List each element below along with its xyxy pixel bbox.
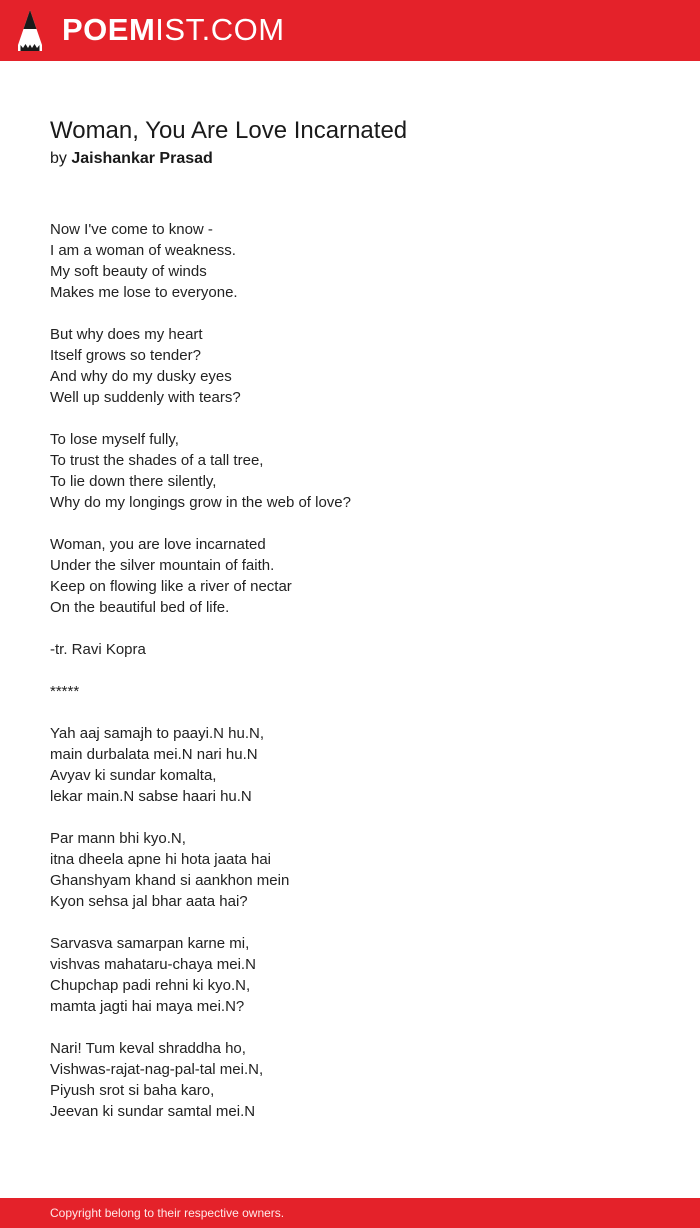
poem-stanza bbox=[50, 534, 650, 618]
poem-stanza bbox=[50, 639, 650, 660]
logo-light-text: IST.COM bbox=[155, 12, 285, 47]
poem-line: main durbalata mei.N nari hu.N bbox=[50, 746, 258, 763]
poem-line: -tr. Ravi Kopra bbox=[50, 641, 146, 658]
poem-line: I am a woman of weakness. bbox=[50, 242, 236, 259]
poem-line: Under the silver mountain of faith. bbox=[50, 557, 275, 574]
poem-line: Piyush srot si baha karo, bbox=[50, 1082, 215, 1099]
poem-line: Well up suddenly with tears? bbox=[50, 389, 241, 406]
poem-line: My soft beauty of winds bbox=[50, 263, 207, 280]
logo-bold-text: POEM bbox=[62, 12, 156, 47]
site-footer bbox=[0, 1198, 700, 1228]
site-logo[interactable] bbox=[62, 11, 285, 49]
copyright-text: Copyright belong to their respective owners. bbox=[50, 1206, 285, 1220]
poem-line: Yah aaj samajh to paayi.N hu.N, bbox=[50, 725, 265, 742]
poem-line: Ghanshyam khand si aankhon mein bbox=[50, 872, 290, 889]
poem-line: Chupchap padi rehni ki kyo.N, bbox=[50, 977, 251, 994]
poem-line: Jeevan ki sundar samtal mei.N bbox=[50, 1103, 256, 1120]
site-header bbox=[0, 0, 700, 61]
byline-prefix: by bbox=[50, 150, 67, 167]
poem-title: Woman, You Are Love Incarnated bbox=[50, 117, 408, 144]
poem-line: Avyav ki sundar komalta, bbox=[50, 767, 217, 784]
poem-line: Now I've come to know - bbox=[50, 221, 213, 238]
poem-line: Woman, you are love incarnated bbox=[50, 536, 266, 553]
poem-stanza bbox=[50, 429, 650, 513]
poem-stanza bbox=[50, 723, 650, 807]
poem-body bbox=[50, 219, 650, 1122]
poem-stanza bbox=[50, 828, 650, 912]
poem-line: mamta jagti hai maya mei.N? bbox=[50, 998, 245, 1015]
poem-line: To lose myself fully, bbox=[50, 431, 179, 448]
author-name[interactable]: Jaishankar Prasad bbox=[71, 150, 213, 167]
poem-line: itna dheela apne hi hota jaata hai bbox=[50, 851, 272, 868]
poem-line: To trust the shades of a tall tree, bbox=[50, 452, 264, 469]
poem-line: Makes me lose to everyone. bbox=[50, 284, 238, 301]
poem-stanza bbox=[50, 933, 650, 1017]
poem-stanza bbox=[50, 1038, 650, 1122]
poem-line: Why do my longings grow in the web of love? bbox=[50, 494, 351, 511]
poem-stanza bbox=[50, 219, 650, 303]
poem-line: Sarvasva samarpan karne mi, bbox=[50, 935, 250, 952]
poem-stanza bbox=[50, 324, 650, 408]
byline bbox=[50, 148, 213, 170]
poem-line: But why does my heart bbox=[50, 326, 203, 343]
poem-line: ***** bbox=[50, 683, 80, 700]
pencil-tip-icon[interactable] bbox=[16, 9, 44, 52]
poem-line: vishvas mahataru-chaya mei.N bbox=[50, 956, 256, 973]
poem-stanza bbox=[50, 681, 650, 702]
poem-line: Kyon sehsa jal bhar aata hai? bbox=[50, 893, 248, 910]
poem-line: Vishwas-rajat-nag-pal-tal mei.N, bbox=[50, 1061, 264, 1078]
poem-line: Par mann bhi kyo.N, bbox=[50, 830, 186, 847]
poem-line: And why do my dusky eyes bbox=[50, 368, 232, 385]
poem-line: To lie down there silently, bbox=[50, 473, 217, 490]
poem-line: Keep on flowing like a river of nectar bbox=[50, 578, 292, 595]
poem-line: lekar main.N sabse haari hu.N bbox=[50, 788, 252, 805]
poem-line: Nari! Tum keval shraddha ho, bbox=[50, 1040, 246, 1057]
poem-line: On the beautiful bed of life. bbox=[50, 599, 230, 616]
poem-line: Itself grows so tender? bbox=[50, 347, 201, 364]
